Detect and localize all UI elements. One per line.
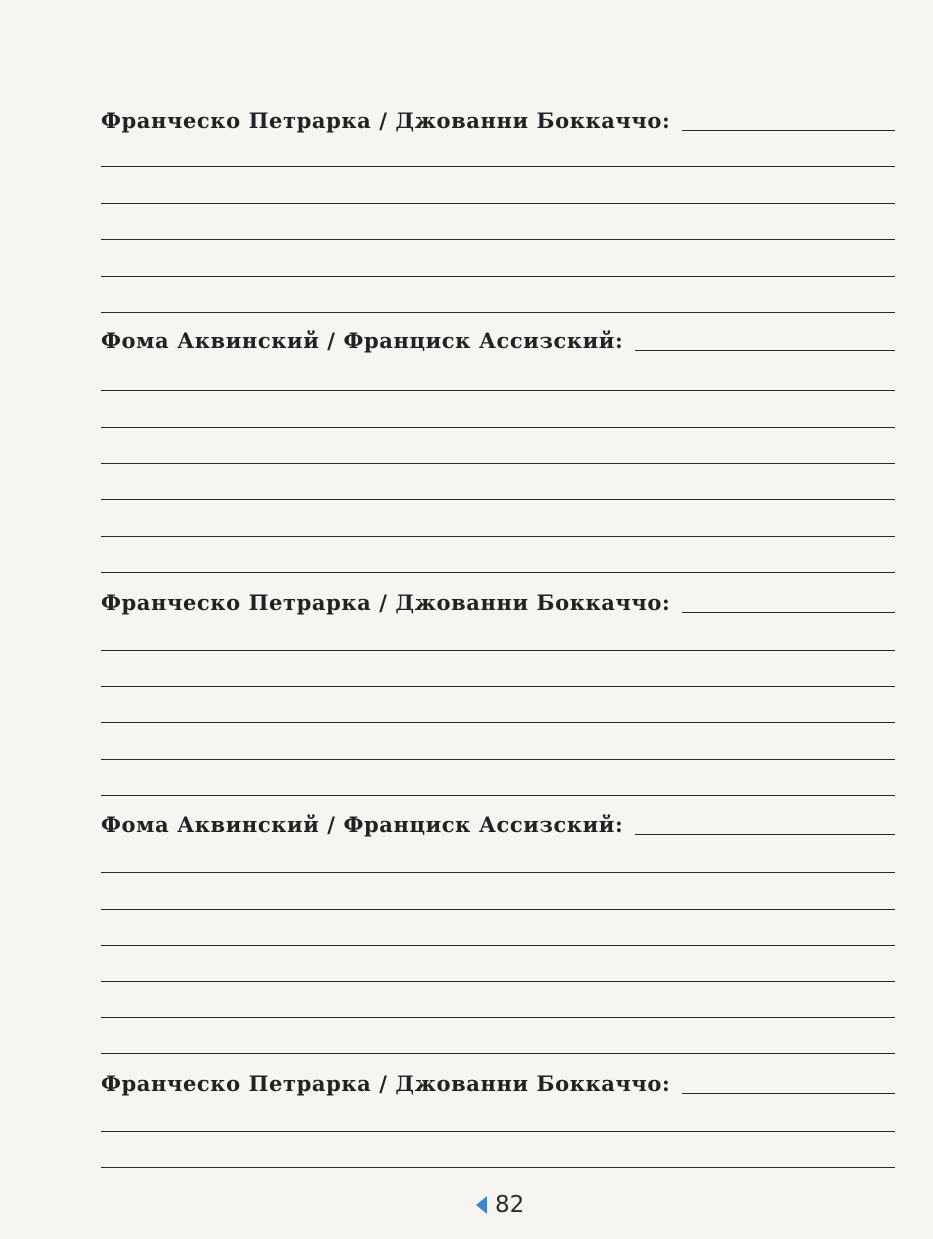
answer-line[interactable] (101, 981, 895, 982)
answer-line[interactable] (101, 572, 895, 573)
page-footer (476, 1192, 524, 1218)
answer-line[interactable] (682, 1093, 895, 1094)
section-label: Франческо Петрарка / Джованни Боккаччо: (101, 1071, 671, 1096)
answer-line[interactable] (101, 872, 895, 873)
answer-line[interactable] (101, 650, 895, 651)
section-heading-petrarch-boccaccio (101, 104, 895, 134)
section-label: Фома Аквинский / Франциск Ассизский: (101, 812, 624, 837)
section-heading-aquinas-assisi (101, 808, 895, 838)
section-heading-petrarch-boccaccio (101, 1067, 895, 1097)
answer-line[interactable] (101, 945, 895, 946)
answer-line[interactable] (101, 759, 895, 760)
answer-line[interactable] (635, 350, 895, 351)
page-number: 82 (495, 1192, 525, 1218)
answer-line[interactable] (101, 1053, 895, 1054)
section-label: Франческо Петрарка / Джованни Боккаччо: (101, 590, 671, 615)
answer-line[interactable] (101, 686, 895, 687)
section-heading-aquinas-assisi (101, 324, 895, 354)
answer-line[interactable] (682, 612, 895, 613)
answer-line[interactable] (101, 1017, 895, 1018)
section-label: Фома Аквинский / Франциск Ассизский: (101, 328, 624, 353)
answer-line[interactable] (101, 203, 895, 204)
answer-line[interactable] (101, 390, 895, 391)
answer-line[interactable] (101, 499, 895, 500)
answer-line[interactable] (101, 795, 895, 796)
answer-line[interactable] (101, 312, 895, 313)
answer-line[interactable] (101, 276, 895, 277)
answer-line[interactable] (101, 463, 895, 464)
answer-line[interactable] (635, 834, 895, 835)
answer-line[interactable] (101, 722, 895, 723)
triangle-left-icon (476, 1196, 487, 1214)
answer-line[interactable] (101, 239, 895, 240)
answer-line[interactable] (101, 1131, 895, 1132)
answer-line[interactable] (101, 536, 895, 537)
section-label: Франческо Петрарка / Джованни Боккаччо: (101, 108, 671, 133)
section-heading-petrarch-boccaccio (101, 586, 895, 616)
answer-line[interactable] (682, 130, 895, 131)
answer-line[interactable] (101, 1167, 895, 1168)
answer-line[interactable] (101, 427, 895, 428)
answer-line[interactable] (101, 166, 895, 167)
answer-line[interactable] (101, 909, 895, 910)
